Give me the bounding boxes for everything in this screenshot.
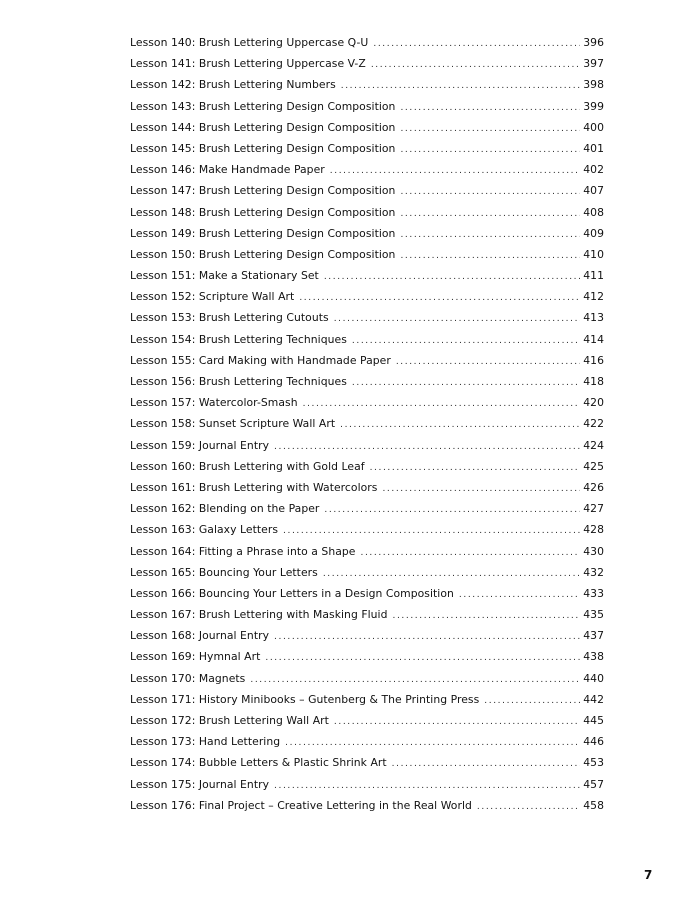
- toc-entry-title: Lesson 151: Make a Stationary Set: [130, 269, 319, 283]
- toc-entry: [130, 608, 604, 629]
- toc-entry: [130, 417, 604, 438]
- toc-entry-page: 402: [583, 163, 604, 177]
- toc-entry-page: 397: [583, 57, 604, 71]
- toc-entry-title: Lesson 176: Final Project – Creative Lettering in the Real World: [130, 798, 472, 812]
- toc-entry-title: Lesson 148: Brush Lettering Design Composition: [130, 205, 396, 219]
- dot-leader: [341, 82, 580, 91]
- toc-entry-page: 401: [583, 141, 604, 155]
- toc-entry-title: Lesson 140: Brush Lettering Uppercase Q-U: [130, 36, 369, 49]
- dot-leader: [330, 167, 580, 176]
- toc-entry-title: Lesson 172: Brush Lettering Wall Art: [130, 714, 329, 727]
- toc-entry: [130, 311, 604, 332]
- dot-leader: [400, 104, 580, 113]
- toc-entry-title: Lesson 158: Sunset Scripture Wall Art: [130, 417, 336, 431]
- toc-entry-page: 413: [583, 311, 604, 325]
- toc-entry: [130, 163, 604, 184]
- dot-leader: [400, 252, 580, 261]
- toc-entry-page: 440: [583, 671, 604, 685]
- dot-leader: [274, 782, 580, 791]
- toc-entry: [130, 227, 604, 248]
- dot-leader: [400, 210, 580, 219]
- toc-entry-page: 410: [583, 247, 604, 261]
- dot-leader: [324, 506, 580, 515]
- toc-entry: [130, 142, 604, 163]
- dot-leader: [360, 549, 580, 558]
- toc-entry: [130, 693, 604, 714]
- dot-leader: [274, 443, 580, 452]
- toc-entry: [130, 650, 604, 671]
- toc-entry: [130, 629, 604, 650]
- dot-leader: [323, 570, 580, 579]
- toc-entry: [130, 375, 604, 396]
- toc-entry-page: 435: [583, 608, 604, 622]
- toc-entry-page: 453: [583, 756, 604, 770]
- dot-leader: [400, 146, 580, 155]
- toc-entry-title: Lesson 170: Magnets: [130, 671, 246, 685]
- toc-entry-page: 396: [583, 36, 604, 49]
- toc-entry-title: Lesson 171: History Minibooks – Gutenberg & The Printing Press: [130, 692, 480, 706]
- toc-entry: [130, 121, 604, 142]
- dot-leader: [334, 718, 580, 727]
- toc-entry-page: 445: [583, 714, 604, 727]
- dot-leader: [373, 40, 580, 49]
- toc-entry: [130, 502, 604, 523]
- dot-leader: [352, 379, 580, 388]
- toc-entry-page: 442: [583, 692, 604, 706]
- toc-entry: [130, 206, 604, 227]
- toc-entry-page: 437: [583, 629, 604, 643]
- toc-entry-title: Lesson 167: Brush Lettering with Masking Fluid: [130, 608, 388, 622]
- toc-entry-title: Lesson 146: Make Handmade Paper: [130, 163, 325, 177]
- toc-entry-title: Lesson 161: Brush Lettering with Watercolors: [130, 480, 378, 494]
- toc-entry-title: Lesson 155: Card Making with Handmade Paper: [130, 353, 391, 367]
- toc-entry: [130, 333, 604, 354]
- dot-leader: [299, 294, 580, 303]
- toc-entry: [130, 714, 604, 735]
- dot-leader: [382, 485, 580, 494]
- toc-entry-title: Lesson 173: Hand Lettering: [130, 735, 281, 749]
- dot-leader: [370, 464, 581, 473]
- toc-entry: [130, 269, 604, 290]
- toc-entry-page: 407: [583, 184, 604, 198]
- toc-entry: [130, 756, 604, 777]
- toc-entry: [130, 248, 604, 269]
- toc-entry-title: Lesson 166: Bouncing Your Letters in a Design Composition: [130, 586, 454, 600]
- toc-entry-title: Lesson 156: Brush Lettering Techniques: [130, 375, 347, 388]
- toc-entry: [130, 672, 604, 693]
- toc-entry-page: 408: [583, 205, 604, 219]
- dot-leader: [334, 315, 581, 324]
- toc-entry: [130, 57, 604, 78]
- toc-entry-title: Lesson 160: Brush Lettering with Gold Leaf: [130, 459, 365, 473]
- toc-entry: [130, 545, 604, 566]
- toc-entry: [130, 184, 604, 205]
- toc-entry-title: Lesson 162: Blending on the Paper: [130, 502, 320, 516]
- toc-entry-page: 416: [583, 353, 604, 367]
- toc-entry-title: Lesson 157: Watercolor-Smash: [130, 396, 298, 410]
- dot-leader: [484, 697, 580, 706]
- toc-entry: [130, 460, 604, 481]
- toc-entry-page: 414: [583, 332, 604, 346]
- toc-entry: [130, 290, 604, 311]
- toc-entry-page: 458: [583, 798, 604, 812]
- dot-leader: [265, 654, 580, 663]
- toc-entry-title: Lesson 152: Scripture Wall Art: [130, 290, 295, 304]
- toc-entry-page: 422: [583, 417, 604, 431]
- toc-entry: [130, 566, 604, 587]
- dot-leader: [285, 739, 580, 748]
- toc-entry-page: 409: [583, 226, 604, 240]
- dot-leader: [274, 633, 580, 642]
- toc-entry-title: Lesson 175: Journal Entry: [130, 777, 270, 791]
- toc-entry: [130, 587, 604, 608]
- dot-leader: [283, 527, 580, 536]
- dot-leader: [400, 188, 580, 197]
- dot-leader: [396, 358, 580, 367]
- toc-entry: [130, 396, 604, 417]
- toc-entry-title: Lesson 168: Journal Entry: [130, 629, 270, 643]
- toc-entry-page: 432: [583, 565, 604, 579]
- toc-entry-page: 438: [583, 650, 604, 664]
- toc-entry: [130, 36, 604, 57]
- toc-entry: [130, 523, 604, 544]
- toc-entry-title: Lesson 150: Brush Lettering Design Composition: [130, 247, 396, 261]
- toc-entry-title: Lesson 142: Brush Lettering Numbers: [130, 78, 336, 92]
- toc-entry-title: Lesson 153: Brush Lettering Cutouts: [130, 311, 329, 325]
- toc-entry-page: 428: [583, 523, 604, 537]
- toc-entry: [130, 439, 604, 460]
- toc-entry-title: Lesson 163: Galaxy Letters: [130, 523, 279, 537]
- dot-leader: [250, 676, 580, 685]
- toc-entry-page: 411: [583, 269, 604, 283]
- toc-entry-page: 426: [583, 480, 604, 494]
- dot-leader: [303, 400, 581, 409]
- toc-entry: [130, 778, 604, 799]
- toc-entry-title: Lesson 147: Brush Lettering Design Composition: [130, 184, 396, 198]
- page-number: 7: [644, 868, 653, 882]
- toc-entry-title: Lesson 154: Brush Lettering Techniques: [130, 332, 347, 346]
- dot-leader: [352, 337, 580, 346]
- toc-entry-page: 424: [583, 438, 604, 452]
- toc-entry: [130, 799, 604, 820]
- toc-entry-page: 399: [583, 99, 604, 113]
- dot-leader: [400, 231, 580, 240]
- dot-leader: [459, 591, 580, 600]
- toc-entry: [130, 354, 604, 375]
- toc-entry-page: 418: [583, 375, 604, 388]
- dot-leader: [392, 760, 581, 769]
- toc-entry-page: 420: [583, 396, 604, 410]
- toc-entry-page: 427: [583, 502, 604, 516]
- toc-entry: [130, 735, 604, 756]
- toc-entry-page: 400: [583, 120, 604, 134]
- dot-leader: [477, 803, 580, 812]
- toc-entry-title: Lesson 159: Journal Entry: [130, 438, 270, 452]
- dot-leader: [371, 61, 580, 70]
- toc-entry-title: Lesson 143: Brush Lettering Design Composition: [130, 99, 396, 113]
- dot-leader: [400, 125, 580, 134]
- toc-entry-page: 425: [583, 459, 604, 473]
- toc-entry-page: 446: [583, 735, 604, 749]
- toc-entry-title: Lesson 141: Brush Lettering Uppercase V-Z: [130, 57, 366, 71]
- toc-entry-title: Lesson 145: Brush Lettering Design Composition: [130, 141, 396, 155]
- dot-leader: [340, 421, 580, 430]
- toc-entry-title: Lesson 169: Hymnal Art: [130, 650, 261, 664]
- dot-leader: [393, 612, 581, 621]
- table-of-contents: [130, 36, 604, 820]
- toc-entry-title: Lesson 144: Brush Lettering Design Composition: [130, 120, 396, 134]
- toc-entry-title: Lesson 149: Brush Lettering Design Composition: [130, 226, 396, 240]
- dot-leader: [324, 273, 580, 282]
- toc-entry-page: 412: [583, 290, 604, 304]
- toc-entry-title: Lesson 164: Fitting a Phrase into a Shape: [130, 544, 356, 558]
- toc-entry-page: 457: [583, 777, 604, 791]
- toc-entry-page: 430: [583, 544, 604, 558]
- toc-entry-page: 433: [583, 586, 604, 600]
- toc-entry: [130, 100, 604, 121]
- toc-entry: [130, 481, 604, 502]
- toc-entry: [130, 78, 604, 99]
- toc-entry-title: Lesson 174: Bubble Letters & Plastic Shrink Art: [130, 756, 387, 770]
- toc-entry-page: 398: [583, 78, 604, 92]
- toc-entry-title: Lesson 165: Bouncing Your Letters: [130, 565, 318, 579]
